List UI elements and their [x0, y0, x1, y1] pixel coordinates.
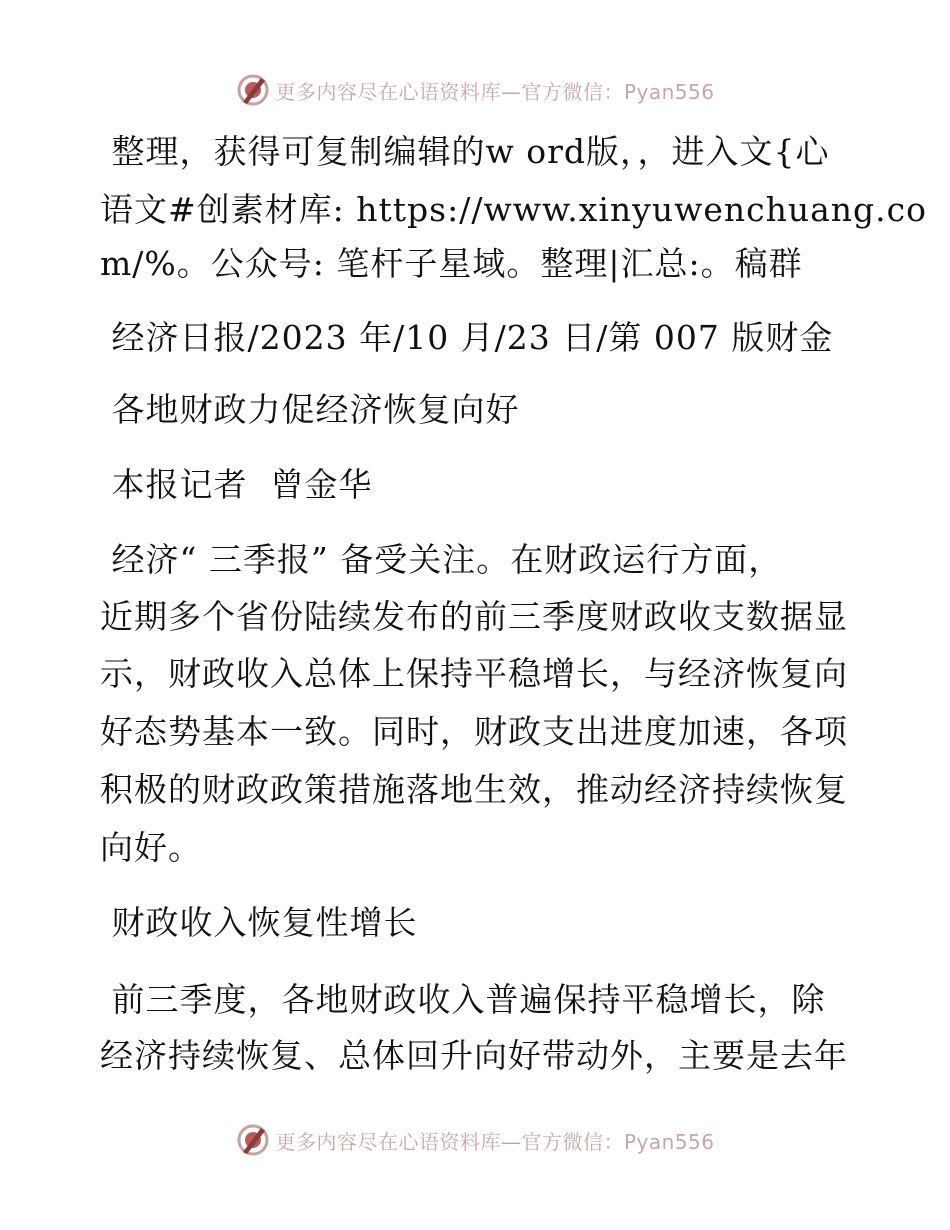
- quill-seal-logo-icon: [235, 72, 271, 108]
- paragraph-1-line-1: 经济“ 三季报” 备受关注。在财政运行方面，: [100, 540, 783, 579]
- paragraph-1-line-5: 积极的财政政策措施落地生效，推动经济持续恢复: [100, 770, 848, 809]
- article-title: 各地财政力促经济恢复向好: [100, 390, 520, 429]
- paragraph-1-line-6: 向好。: [100, 828, 202, 867]
- byline: 本报记者 曾金华: [100, 465, 373, 504]
- intro-line-1: 整理，获得可复制编辑的w ord版，，进入文{心: [100, 132, 830, 171]
- paragraph-2-line-1: 前三季度，各地财政收入普遍保持平稳增长，除: [100, 980, 826, 1019]
- subheading: 财政收入恢复性增长: [100, 903, 418, 942]
- watermark-footer: [0, 1120, 950, 1160]
- watermark-text: 更多内容尽在心语资料库—官方微信：Pyan556: [275, 79, 715, 104]
- paragraph-1-line-3: 示，财政收入总体上保持平稳增长，与经济恢复向: [100, 654, 848, 693]
- quill-seal-logo-icon: [235, 1122, 271, 1158]
- paragraph-2-line-2: 经济持续恢复、总体回升向好带动外，主要是去年: [100, 1036, 848, 1075]
- watermark-text: 更多内容尽在心语资料库—官方微信：Pyan556: [275, 1129, 715, 1154]
- watermark-header: [0, 70, 950, 110]
- paragraph-1-line-2: 近期多个省份陆续发布的前三季度财政收支数据显: [100, 597, 848, 636]
- source-line: 经济日报/2023 年/10 月/23 日/第 007 版财金: [100, 318, 834, 357]
- intro-line-2: 语文#创素材库: https://www.xinyuwenchuang.co: [100, 190, 927, 229]
- paragraph-1-line-4: 好态势基本一致。同时，财政支出进度加速，各项: [100, 712, 848, 751]
- intro-line-3: m/%。公众号: 笔杆子星域。整理|汇总:。稿群: [100, 244, 803, 283]
